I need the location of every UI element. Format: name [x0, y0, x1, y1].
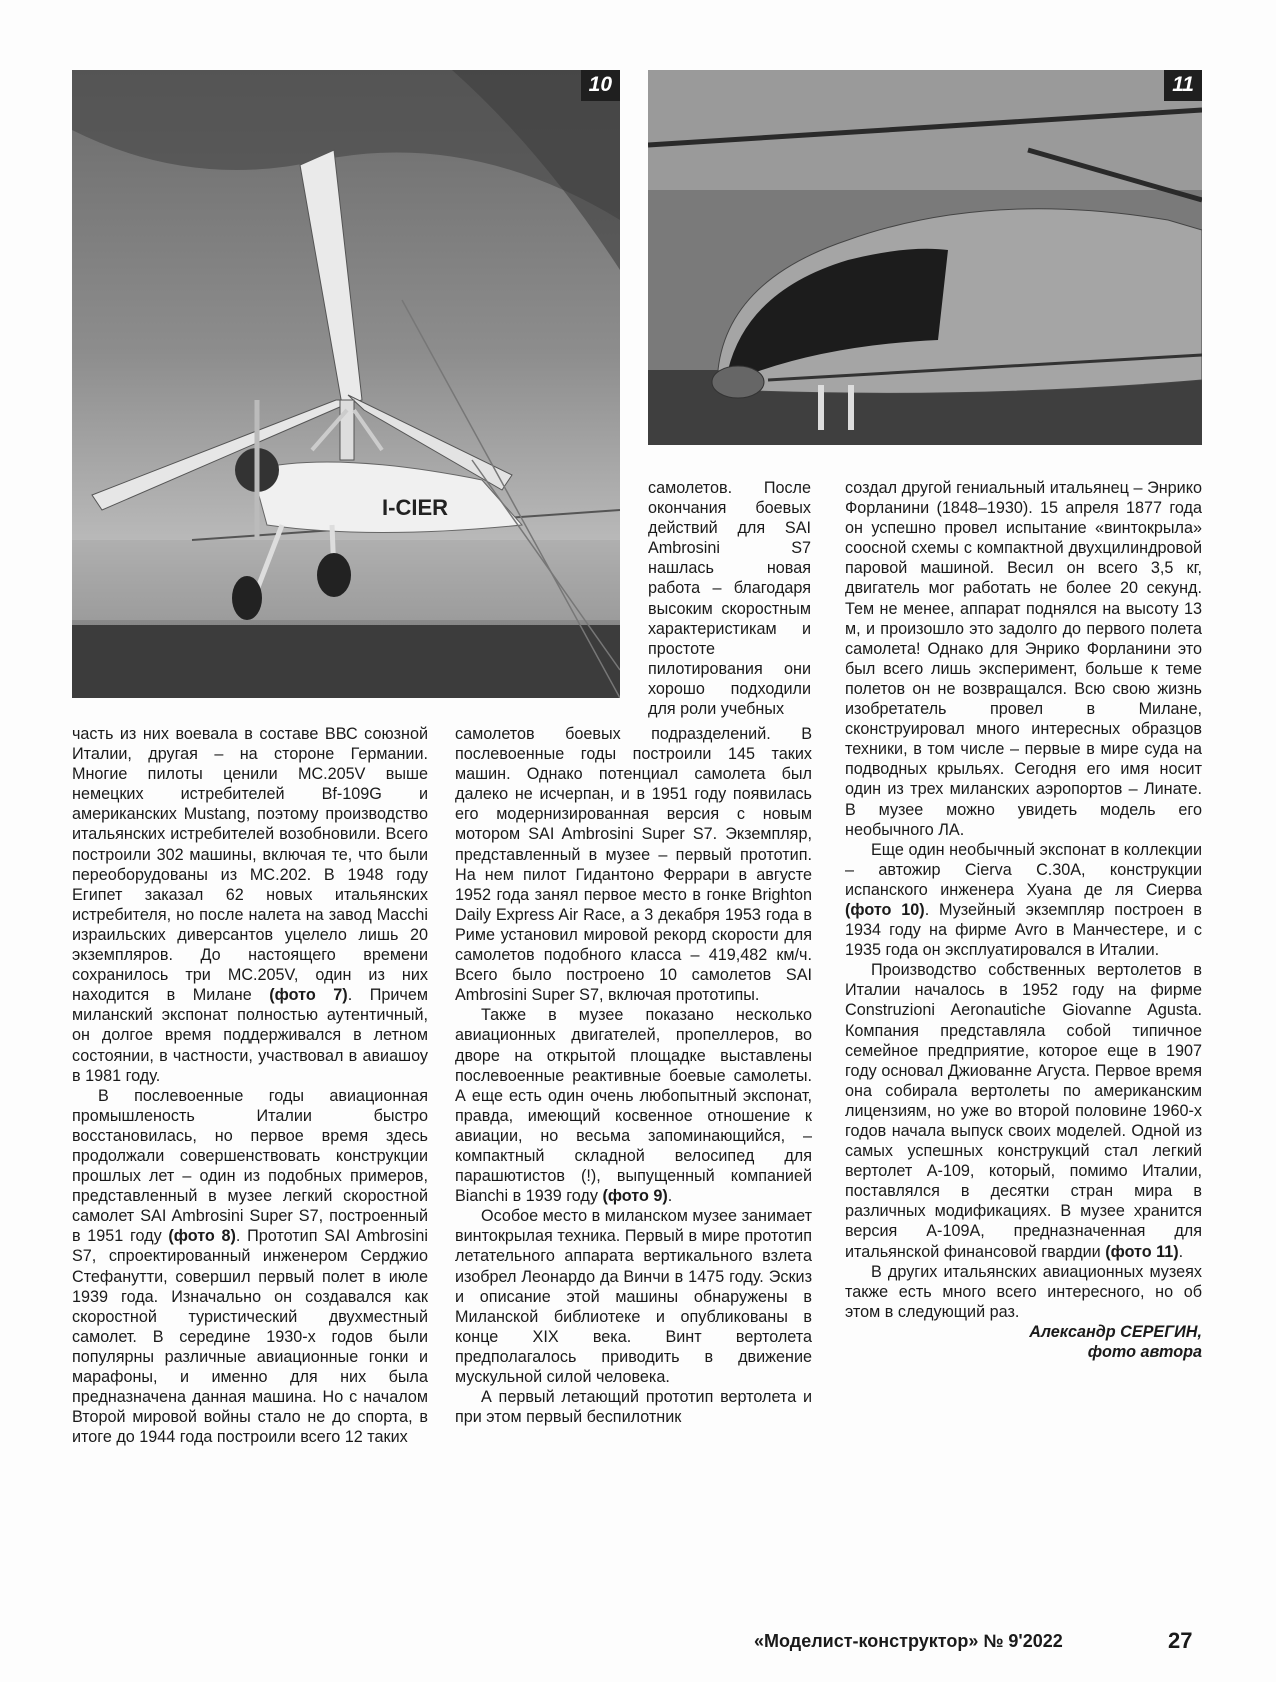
paragraph: А первый летающий прототип вертолета и при этом первый беспилотник [455, 1388, 812, 1427]
photo-10 [72, 70, 620, 698]
paragraph: Еще один необычный экспонат в коллекции – автожир Cierva C.30A, конструкции испанского инженера Хуана де ля Сиерва (фото 10). Музейный экземпляр построен в 1934 году на фирме Avro в Манчестере, и с 1935 года он эксплуатировался в Италии. [845, 840, 1202, 960]
paragraph: самолетов боевых подразделений. В послевоенные годы построили 145 таких машин. Однако потенциал самолета был далеко не исчерпан, и в 1951 году появилась его модернизированная версия с новым мотором SAI Ambrosini Super S7. Экземпляр, представленный в музее – первый прототип. На нем пилот Гидантоно Феррари в августе 1952 года занял первое место в гонке Brighton Daily Express Air Race, а 3 декабря 1953 года в Риме установил мировой рекорд скорости для самолетов подобного класса – 419,482 км/ч. Всего было построено 10 самолетов SAI Ambrosini Super S7, включая прототипы. [455, 725, 812, 1005]
paragraph: создал другой гениальный итальянец – Энрико Форланини (1848–1930). 15 апреля 1877 года он успешно провел испытание «винтокрыла» соосной схемы с компактной двухцилиндровой паровой машиной. Весил он всего 3,5 кг, двигатель мог работать не более 20 секунд. Тем не менее, аппарат поднялся на высоту 13 м, и произошло это задолго до первого полета самолета! Однако для Энрико Форланини это был всего лишь эксперимент, больше к теме полетов он не возвращался. Всю свою жизнь изобретатель провел в Милане, сконструировал много интересных образцов техники, в том числе – первые в мире суда на подводных крыльях. Сегодня его имя носит один из трех миланских аэропортов – Линате. В музее можно увидеть модель его необычного ЛА. [845, 479, 1202, 839]
paragraph: В послевоенные годы авиационная промышленость Италии быстро восстановилась, но первое время здесь продолжали совершенствовать конструкции прошлых лет – один из подобных примеров, представленный в музее легкий скоростной самолет SAI Ambrosini Super S7, построенный в 1951 году (фото 8). Прототип SAI Ambrosini S7, спроектированный инженером Серджио Стефанутти, совершил первый полет в июле 1939 года. Изначально он создавался как скоростной туристический двухместный самолет. В середине 1930-х годов были популярны различные авиационные гонки и марафоны, и именно для них была предназначена данная машина. Но с началом Второй мировой войны стало не до спорта, в итоге до 1944 года построили всего 12 таких [72, 1086, 428, 1447]
photo-credit: фото автора [1087, 1343, 1202, 1362]
column-middle [455, 724, 812, 1427]
page-number: 27 [1168, 1628, 1193, 1653]
registration-label: I-CIER [382, 495, 448, 520]
photo-11-number: 11 [1164, 70, 1202, 101]
author-name: Александр СЕРЕГИН, [1029, 1322, 1202, 1341]
photo-11 [648, 70, 1202, 445]
paragraph: Производство собственных вертолетов в Италии началось в 1952 году на фирме Construzioni Aeronautiche Giovanne Agusta. Компания представляла собой типичное семейное предприятие, которое еще в 1907 году основал Джиованне Агуста. Первое время она собирала вертолеты по американским лицензиям, но уже во второй половине 1960-х годов начала выпуск своих моделей. Одной из самых успешных конструкций стал легкий вертолет А-109, который, помимо Италии, поставлялся в десятки стран мира в различных модификациях. В музее хранится версия А-109А, предназначенная для итальянской финансовой гвардии (фото 11). [845, 961, 1202, 1261]
paragraph: часть из них воевала в составе ВВС союзной Италии, другая – на стороне Германии. Многие пилоты ценили MC.205V выше немецких истребителей Bf-109G и американских Mustang, поэтому производство итальянских истребителей возобновили. Всего построили 302 машины, включая те, что были переоборудованы из MC.202. В 1948 году Египет заказал 62 новых итальянских истребителя, но после налета на завод Macchi израильских диверсантов уцелело лишь 20 экземпляров. До настоящего времени сохранилось три MC.205V, один из них находится в Милане (фото 7). Причем миланский экспонат полностью аутентичный, он долгое время поддерживался в летном состоянии, в частности, участвовал в авиашоу в 1981 году. [72, 725, 428, 1085]
autogiro-image [72, 70, 620, 698]
paragraph: Особое место в миланском музее занимает винтокрылая техника. Первый в мире прототип летательного аппарата вертикального взлета изобрел Леонардо да Винчи в 1475 году. Эскиз и описание этой машины обнаружены в Миланской библиотеке и опубликованы в конце XIX века. Винт вертолета предполагалось приводить в движение мускульной силой человека. [455, 1207, 812, 1386]
paragraph: В других итальянских авиационных музеях также есть много всего интересного, но об этом в следующий раз. [845, 1262, 1202, 1321]
magazine-issue: «Моделист-конструктор» № 9'2022 [754, 1631, 1063, 1651]
column-right [845, 478, 1202, 1362]
photo-10-number: 10 [581, 70, 620, 101]
column-left [72, 724, 428, 1447]
helicopter-image [648, 70, 1202, 445]
paragraph: Также в музее показано несколько авиационных двигателей, пропеллеров, во дворе на открытой площадке выставлены послевоенные реактивные боевые самолеты. А еще есть один очень любопытный экспонат, правда, имеющий косвенное отношение к авиации, но весьма запоминающийся, – компактный складной велосипед для парашютистов (!), выпущенный компанией Bianchi в 1939 году (фото 9). [455, 1006, 812, 1206]
paragraph: самолетов. После окончания боевых действий для SAI Ambrosini S7 нашлась новая работа – благодаря высоким скоростным характеристикам и простоте пилотирования они хорошо подходили для роли учебных [648, 479, 811, 719]
column-middle-top [648, 478, 811, 719]
